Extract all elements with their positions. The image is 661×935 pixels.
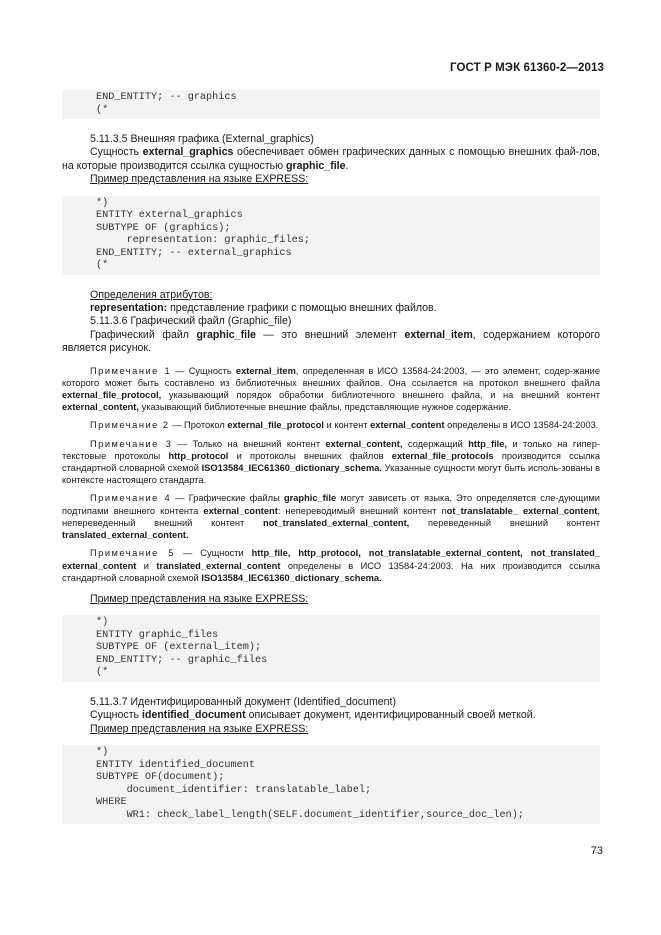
example-label: Пример представления на языке EXPRESS: bbox=[90, 592, 309, 605]
example-label: Пример представления на языке EXPRESS: bbox=[90, 173, 309, 186]
example-label: Пример представления на языке EXPRESS: bbox=[90, 722, 309, 735]
page-number: 73 bbox=[590, 845, 603, 857]
note-2: Примечание 2 — Протокол external_file_protocol и контент external_content определены в ИСО 13584-24:2003. bbox=[90, 420, 599, 431]
code-block-graphic-files: *) ENTITY graphic_files SUBTYPE OF (external_item); END_ENTITY; -- graphic_files (* bbox=[62, 615, 600, 682]
paragraph-graphic-file: Графический файл graphic_file — это внешний элемент external_item, содержанием которого является рисунок. bbox=[62, 328, 600, 355]
code-block-external-graphics: *) ENTITY external_graphics SUBTYPE OF (graphics); representation: graphic_files; END_ENTITY; -- external_graphics (* bbox=[62, 196, 600, 275]
note-3: Примечание 3 — Только на внешний контент external_content, содержащий http_file, и только на гипер-текстовые протоколы http_protocol и протоколы внешних файлов external_file_protocols производится ссылка стандартной словарной схемой ISO13584_IEC61360_dictionary_schema. Указанные сущности могут быть исполь-зованы в контексте настоящего стандарта. bbox=[62, 438, 601, 486]
page-content bbox=[62, 90, 600, 824]
section-heading-graphic-file: 5.11.3.6 Графический файл (Graphic_file) bbox=[90, 315, 292, 328]
note-5: Примечание 5 — Сущности http_file, http_protocol, not_translatable_external_content, not_translated_ external_content и translated_external_content определены в ИСО 13584-24:2003. На них производится ссылка стандартной словарной схемой ISO13584_IEC61360_dictionary_schema. bbox=[62, 548, 601, 583]
note-4: Примечание 4 — Графические файлы graphic_file могут зависеть от языка. Это определяется сле-дующими подтипами внешнего контента external_content: непереводимый внешний контент not_translatable_ external_content, непереведенный внешний контент not_translated_external_content, переведенный внешний контент translated_external_content. bbox=[62, 493, 601, 541]
attribute-definition: representation: представление графики с помощью внешних файлов. bbox=[90, 302, 437, 315]
code-block-identified-document: *) ENTITY identified_document SUBTYPE OF(document); document_identifier: translatable_label; WHERE WR1: check_label_length(SELF.document_identifier,source_doc_len); bbox=[62, 745, 600, 824]
document-header: ГОСТ Р МЭК 61360-2—2013 bbox=[450, 62, 604, 74]
code-block-graphics-end: END_ENTITY; -- graphics (* bbox=[62, 90, 600, 119]
paragraph-external-graphics: Сущность external_graphics обеспечивает обмен графических данных с помощью внешних фай-лов, на которые производится ссылка сущностью graphic_file. bbox=[62, 146, 600, 172]
section-heading-external-graphics: 5.11.3.5 Внешняя графика (External_graphics) bbox=[90, 133, 314, 145]
attributes-label: Определения атрибутов: bbox=[90, 288, 213, 301]
note-1: Примечание 1 — Сущность external_item, определенная в ИСО 13584-24:2003, — это элемент, содер-жание которого может быть составлено из библиотечных внешних файлов. Она ссылается на протокол внешнего файла external_file_protocol, указывающий порядок обработки библиотечного внешнего файла, и на внешний контент external_content, указывающий библиотечные внешние файлы, представляющие нужное содержание. bbox=[62, 365, 600, 413]
paragraph-identified-document: Сущность identified_document описывает документ, идентифицированный своей меткой. bbox=[90, 709, 536, 722]
section-heading-identified-document: 5.11.3.7 Идентифицированный документ (Identified_document) bbox=[90, 695, 397, 708]
